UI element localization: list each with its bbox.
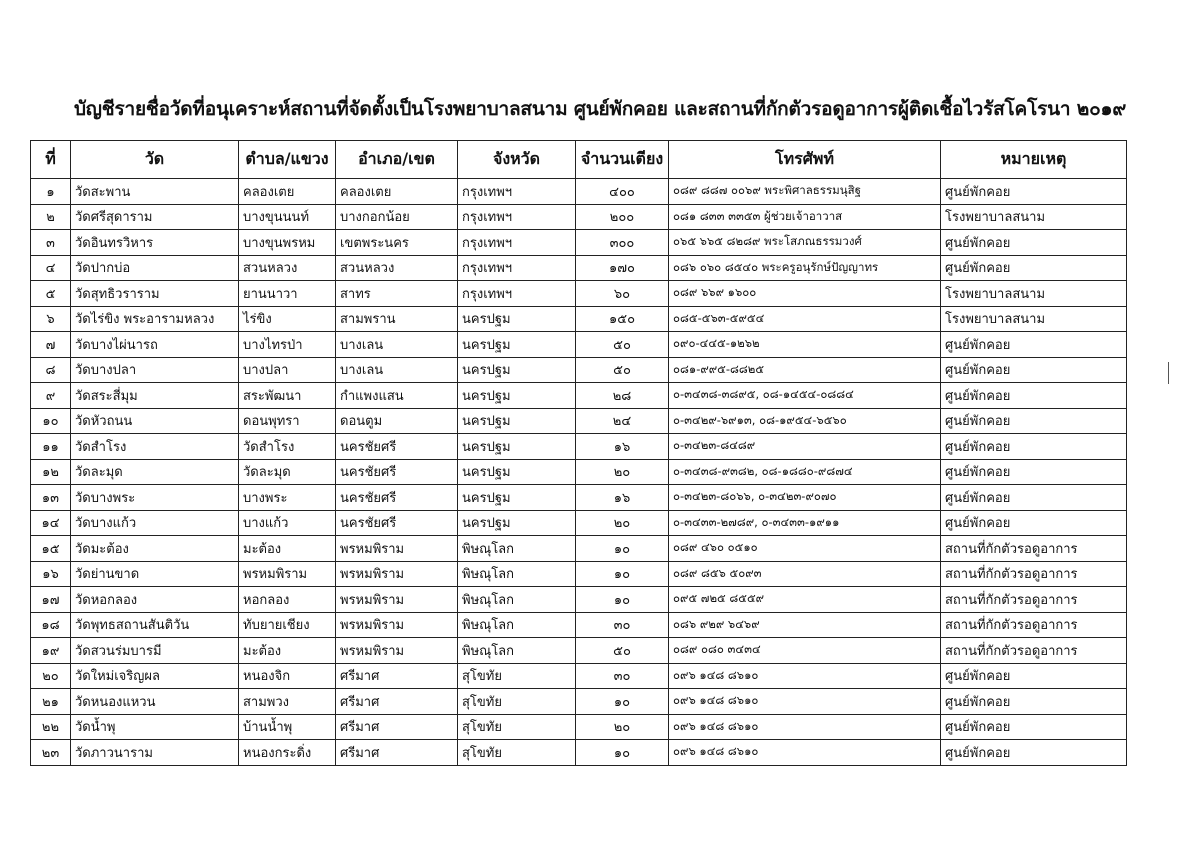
- cell-remark: ศูนย์พักคอย: [941, 740, 1127, 766]
- cell-beds: ๒๐: [576, 510, 669, 536]
- cell-district: สามพราน: [336, 306, 458, 332]
- cell-no: ๒๑: [31, 689, 71, 715]
- cell-subdistrict: ยานนาวา: [239, 281, 336, 307]
- cell-phone: ๐-๓๔๒๓-๘๔๘๙: [669, 434, 941, 460]
- cell-remark: ศูนย์พักคอย: [941, 230, 1127, 256]
- cell-temple: วัดสะพาน: [71, 179, 239, 205]
- cell-province: สุโขทัย: [458, 689, 576, 715]
- table-header-row: [31, 141, 1127, 179]
- cell-phone: ๐๙๖ ๑๔๘ ๘๖๑๐: [669, 740, 941, 766]
- cell-phone: ๐-๓๔๓๓-๒๗๘๙, ๐-๓๔๓๓-๑๙๑๑: [669, 510, 941, 536]
- cell-subdistrict: หอกลอง: [239, 587, 336, 613]
- cell-no: ๑๕: [31, 536, 71, 562]
- cell-phone: ๐๘๑-๙๙๕-๘๘๒๕: [669, 357, 941, 383]
- header-subdistrict: ตำบล/แขวง: [239, 141, 336, 179]
- cell-temple: วัดหัวถนน: [71, 408, 239, 434]
- cell-no: ๔: [31, 255, 71, 281]
- cell-no: ๑๓: [31, 485, 71, 511]
- table-row: [31, 485, 1127, 511]
- cell-no: ๖: [31, 306, 71, 332]
- cell-subdistrict: บางขุนนนท์: [239, 204, 336, 230]
- cell-beds: ๑๐: [576, 740, 669, 766]
- cell-no: ๑๐: [31, 408, 71, 434]
- cell-subdistrict: บางพระ: [239, 485, 336, 511]
- table-row: [31, 306, 1127, 332]
- cell-temple: วัดปากบ่อ: [71, 255, 239, 281]
- cell-temple: วัดพุทธสถานสันติวัน: [71, 612, 239, 638]
- cell-beds: ๔๐๐: [576, 179, 669, 205]
- cell-temple: วัดอินทรวิหาร: [71, 230, 239, 256]
- cell-subdistrict: สามพวง: [239, 689, 336, 715]
- cell-phone: ๐-๓๔๒๓-๘๐๖๖, ๐-๓๔๒๓-๙๐๗๐: [669, 485, 941, 511]
- cell-no: ๒๐: [31, 663, 71, 689]
- cell-province: กรุงเทพฯ: [458, 255, 576, 281]
- cell-district: ดอนตูม: [336, 408, 458, 434]
- cell-remark: สถานที่กักตัวรอดูอาการ: [941, 587, 1127, 613]
- cell-remark: สถานที่กักตัวรอดูอาการ: [941, 536, 1127, 562]
- cell-district: พรหมพิราม: [336, 561, 458, 587]
- cell-subdistrict: บ้านน้ำพุ: [239, 714, 336, 740]
- cell-district: นครชัยศรี: [336, 510, 458, 536]
- table-row: [31, 434, 1127, 460]
- cell-phone: ๐๘๖ ๙๒๙ ๖๔๖๙: [669, 612, 941, 638]
- header-district: อำเภอ/เขต: [336, 141, 458, 179]
- cell-temple: วัดละมุด: [71, 459, 239, 485]
- cell-province: นครปฐม: [458, 306, 576, 332]
- table-row: [31, 689, 1127, 715]
- cell-temple: วัดบางปลา: [71, 357, 239, 383]
- cell-province: กรุงเทพฯ: [458, 230, 576, 256]
- cell-beds: ๒๘: [576, 383, 669, 409]
- cell-remark: ศูนย์พักคอย: [941, 485, 1127, 511]
- table-row: [31, 332, 1127, 358]
- cell-temple: วัดหนองแหวน: [71, 689, 239, 715]
- table-row: [31, 663, 1127, 689]
- cell-province: พิษณุโลก: [458, 612, 576, 638]
- cell-no: ๑๑: [31, 434, 71, 460]
- cell-district: ศรีมาศ: [336, 714, 458, 740]
- cell-no: ๑๖: [31, 561, 71, 587]
- cell-province: พิษณุโลก: [458, 587, 576, 613]
- cell-district: บางเลน: [336, 332, 458, 358]
- cell-no: ๙: [31, 383, 71, 409]
- cell-beds: ๒๐: [576, 459, 669, 485]
- cell-phone: ๐๖๕ ๖๖๕ ๘๒๘๙ พระโสภณธรรมวงศ์: [669, 230, 941, 256]
- cell-no: ๑๒: [31, 459, 71, 485]
- cell-district: กำแพงแสน: [336, 383, 458, 409]
- cell-phone: ๐๘๙ ๖๖๙ ๑๖๐๐: [669, 281, 941, 307]
- cell-subdistrict: สระพัฒนา: [239, 383, 336, 409]
- cell-beds: ๒๐: [576, 714, 669, 740]
- table-row: [31, 408, 1127, 434]
- cell-remark: โรงพยาบาลสนาม: [941, 204, 1127, 230]
- cell-no: ๑: [31, 179, 71, 205]
- cell-district: พรหมพิราม: [336, 612, 458, 638]
- cell-temple: วัดบางไผ่นารถ: [71, 332, 239, 358]
- table-row: [31, 587, 1127, 613]
- cell-no: ๒๒: [31, 714, 71, 740]
- cell-beds: ๕๐: [576, 638, 669, 664]
- cell-phone: ๐๙๖ ๑๔๘ ๘๖๑๐: [669, 689, 941, 715]
- cell-province: นครปฐม: [458, 485, 576, 511]
- cell-phone: ๐๙๖ ๑๔๘ ๘๖๑๐: [669, 714, 941, 740]
- cell-remark: สถานที่กักตัวรอดูอาการ: [941, 612, 1127, 638]
- cell-temple: วัดสำโรง: [71, 434, 239, 460]
- cell-beds: ๑๗๐: [576, 255, 669, 281]
- cell-phone: ๐๘๕-๕๖๓-๕๙๕๔: [669, 306, 941, 332]
- cell-district: สวนหลวง: [336, 255, 458, 281]
- cell-district: คลองเตย: [336, 179, 458, 205]
- cell-remark: ศูนย์พักคอย: [941, 357, 1127, 383]
- cell-no: ๑๙: [31, 638, 71, 664]
- cell-beds: ๕๐: [576, 357, 669, 383]
- cell-district: นครชัยศรี: [336, 459, 458, 485]
- cell-district: พรหมพิราม: [336, 638, 458, 664]
- cell-phone: ๐๘๙ ๐๘๐ ๓๔๓๔: [669, 638, 941, 664]
- table-row: [31, 230, 1127, 256]
- cell-district: พรหมพิราม: [336, 587, 458, 613]
- cell-remark: ศูนย์พักคอย: [941, 332, 1127, 358]
- cell-province: พิษณุโลก: [458, 638, 576, 664]
- cell-remark: ศูนย์พักคอย: [941, 510, 1127, 536]
- cell-no: ๑๗: [31, 587, 71, 613]
- cell-subdistrict: มะต้อง: [239, 638, 336, 664]
- cell-temple: วัดบางแก้ว: [71, 510, 239, 536]
- cell-temple: วัดสระสี่มุม: [71, 383, 239, 409]
- cell-beds: ๑๐: [576, 561, 669, 587]
- cell-subdistrict: คลองเตย: [239, 179, 336, 205]
- cell-district: บางกอกน้อย: [336, 204, 458, 230]
- cell-district: นครชัยศรี: [336, 485, 458, 511]
- cell-subdistrict: ไร่ขิง: [239, 306, 336, 332]
- cell-temple: วัดบางพระ: [71, 485, 239, 511]
- cell-province: นครปฐม: [458, 383, 576, 409]
- table-row: [31, 179, 1127, 205]
- cell-subdistrict: วัดละมุด: [239, 459, 336, 485]
- cell-province: นครปฐม: [458, 332, 576, 358]
- cell-subdistrict: บางปลา: [239, 357, 336, 383]
- cell-no: ๘: [31, 357, 71, 383]
- cell-no: ๒๓: [31, 740, 71, 766]
- cell-temple: วัดสุทธิวราราม: [71, 281, 239, 307]
- cell-subdistrict: สวนหลวง: [239, 255, 336, 281]
- cell-phone: ๐๘๖ ๐๖๐ ๘๕๔๐ พระครูอนุรักษ์ปัญญาทร: [669, 255, 941, 281]
- cell-subdistrict: หนองจิก: [239, 663, 336, 689]
- cell-temple: วัดย่านขาด: [71, 561, 239, 587]
- cell-beds: ๑๖: [576, 434, 669, 460]
- cell-province: สุโขทัย: [458, 740, 576, 766]
- cell-no: ๒: [31, 204, 71, 230]
- table-row: [31, 740, 1127, 766]
- cell-temple: วัดสวนร่มบารมี: [71, 638, 239, 664]
- cell-beds: ๓๐: [576, 612, 669, 638]
- cell-phone: ๐๙๕ ๗๒๕ ๘๕๕๙: [669, 587, 941, 613]
- cell-district: พรหมพิราม: [336, 536, 458, 562]
- cell-beds: ๖๐: [576, 281, 669, 307]
- cell-district: เขตพระนคร: [336, 230, 458, 256]
- cell-no: ๑๔: [31, 510, 71, 536]
- cell-subdistrict: วัดสำโรง: [239, 434, 336, 460]
- cell-remark: ศูนย์พักคอย: [941, 255, 1127, 281]
- cell-beds: ๓๐๐: [576, 230, 669, 256]
- cell-beds: ๑๕๐: [576, 306, 669, 332]
- cell-subdistrict: ดอนพุทรา: [239, 408, 336, 434]
- cell-province: กรุงเทพฯ: [458, 204, 576, 230]
- cell-province: กรุงเทพฯ: [458, 281, 576, 307]
- cell-no: ๑๘: [31, 612, 71, 638]
- cell-remark: ศูนย์พักคอย: [941, 434, 1127, 460]
- cell-beds: ๑๐: [576, 689, 669, 715]
- header-beds: จำนวนเตียง: [576, 141, 669, 179]
- cell-province: สุโขทัย: [458, 663, 576, 689]
- cell-beds: ๒๐๐: [576, 204, 669, 230]
- table-row: [31, 561, 1127, 587]
- scan-mark: [1168, 362, 1169, 384]
- cell-district: ศรีมาศ: [336, 663, 458, 689]
- cell-temple: วัดศรีสุดาราม: [71, 204, 239, 230]
- cell-district: สาทร: [336, 281, 458, 307]
- cell-remark: ศูนย์พักคอย: [941, 459, 1127, 485]
- header-phone: โทรศัพท์: [669, 141, 941, 179]
- table-row: [31, 204, 1127, 230]
- cell-remark: ศูนย์พักคอย: [941, 179, 1127, 205]
- cell-remark: ศูนย์พักคอย: [941, 714, 1127, 740]
- cell-no: ๓: [31, 230, 71, 256]
- header-temple: วัด: [71, 141, 239, 179]
- cell-no: ๕: [31, 281, 71, 307]
- cell-subdistrict: บางไทรป่า: [239, 332, 336, 358]
- document-title: บัญชีรายชื่อวัดที่อนุเคราะห์สถานที่จัดตั้งเป็นโรงพยาบาลสนาม ศูนย์พักคอย และสถานที่กักตัวรอดูอาการผู้ติดเชื้อไวรัสโคโรนา ๒๐๑๙: [73, 98, 1127, 120]
- table-row: [31, 714, 1127, 740]
- table-row: [31, 536, 1127, 562]
- cell-subdistrict: บางขุนพรหม: [239, 230, 336, 256]
- cell-subdistrict: พรหมพิราม: [239, 561, 336, 587]
- header-province: จังหวัด: [458, 141, 576, 179]
- cell-phone: ๐๘๙ ๔๖๐ ๐๕๑๐: [669, 536, 941, 562]
- cell-remark: ศูนย์พักคอย: [941, 383, 1127, 409]
- cell-temple: วัดหอกลอง: [71, 587, 239, 613]
- cell-temple: วัดไร่ขิง พระอารามหลวง: [71, 306, 239, 332]
- cell-phone: ๐๘๑ ๘๓๓ ๓๓๕๓ ผู้ช่วยเจ้าอาวาส: [669, 204, 941, 230]
- cell-district: ศรีมาศ: [336, 689, 458, 715]
- cell-district: นครชัยศรี: [336, 434, 458, 460]
- cell-remark: ศูนย์พักคอย: [941, 689, 1127, 715]
- table-row: [31, 510, 1127, 536]
- cell-temple: วัดภาวนาราม: [71, 740, 239, 766]
- cell-remark: ศูนย์พักคอย: [941, 408, 1127, 434]
- cell-phone: ๐๙๖ ๑๔๘ ๘๖๑๐: [669, 663, 941, 689]
- temple-list-table: [30, 140, 1127, 766]
- cell-province: นครปฐม: [458, 510, 576, 536]
- cell-province: นครปฐม: [458, 459, 576, 485]
- cell-province: นครปฐม: [458, 434, 576, 460]
- cell-phone: ๐๙๐-๔๔๕-๑๒๖๒: [669, 332, 941, 358]
- cell-province: กรุงเทพฯ: [458, 179, 576, 205]
- header-remark: หมายเหตุ: [941, 141, 1127, 179]
- cell-subdistrict: มะต้อง: [239, 536, 336, 562]
- cell-remark: สถานที่กักตัวรอดูอาการ: [941, 638, 1127, 664]
- cell-beds: ๓๐: [576, 663, 669, 689]
- cell-district: บางเลน: [336, 357, 458, 383]
- cell-province: สุโขทัย: [458, 714, 576, 740]
- table-row: [31, 459, 1127, 485]
- cell-subdistrict: บางแก้ว: [239, 510, 336, 536]
- cell-beds: ๕๐: [576, 332, 669, 358]
- cell-phone: ๐๘๙ ๘๘๗ ๐๐๖๙ พระพิศาลธรรมนุสิฐ: [669, 179, 941, 205]
- header-no: ที่: [31, 141, 71, 179]
- table-body: [31, 179, 1127, 766]
- cell-province: นครปฐม: [458, 408, 576, 434]
- cell-temple: วัดใหม่เจริญผล: [71, 663, 239, 689]
- cell-province: พิษณุโลก: [458, 536, 576, 562]
- table-row: [31, 638, 1127, 664]
- cell-phone: ๐-๓๔๓๘-๙๓๘๒, ๐๘-๑๘๘๐-๙๘๗๔: [669, 459, 941, 485]
- cell-subdistrict: ทับยายเชียง: [239, 612, 336, 638]
- cell-no: ๗: [31, 332, 71, 358]
- cell-beds: ๑๐: [576, 587, 669, 613]
- cell-remark: ศูนย์พักคอย: [941, 663, 1127, 689]
- table-row: [31, 612, 1127, 638]
- table-row: [31, 281, 1127, 307]
- table-row: [31, 383, 1127, 409]
- cell-remark: โรงพยาบาลสนาม: [941, 281, 1127, 307]
- cell-beds: ๑๐: [576, 536, 669, 562]
- cell-province: พิษณุโลก: [458, 561, 576, 587]
- cell-temple: วัดมะต้อง: [71, 536, 239, 562]
- cell-phone: ๐๘๙ ๘๕๖ ๕๐๙๓: [669, 561, 941, 587]
- cell-temple: วัดน้ำพุ: [71, 714, 239, 740]
- cell-district: ศรีมาศ: [336, 740, 458, 766]
- table-row: [31, 357, 1127, 383]
- cell-beds: ๑๖: [576, 485, 669, 511]
- cell-phone: ๐-๓๔๓๘-๓๘๙๕, ๐๘-๑๔๕๔-๐๘๘๔: [669, 383, 941, 409]
- cell-beds: ๒๔: [576, 408, 669, 434]
- cell-phone: ๐-๓๔๒๙-๖๙๑๓, ๐๘-๑๙๕๔-๖๕๖๐: [669, 408, 941, 434]
- cell-province: นครปฐม: [458, 357, 576, 383]
- cell-remark: โรงพยาบาลสนาม: [941, 306, 1127, 332]
- cell-subdistrict: หนองกระดิ่ง: [239, 740, 336, 766]
- cell-remark: สถานที่กักตัวรอดูอาการ: [941, 561, 1127, 587]
- table-row: [31, 255, 1127, 281]
